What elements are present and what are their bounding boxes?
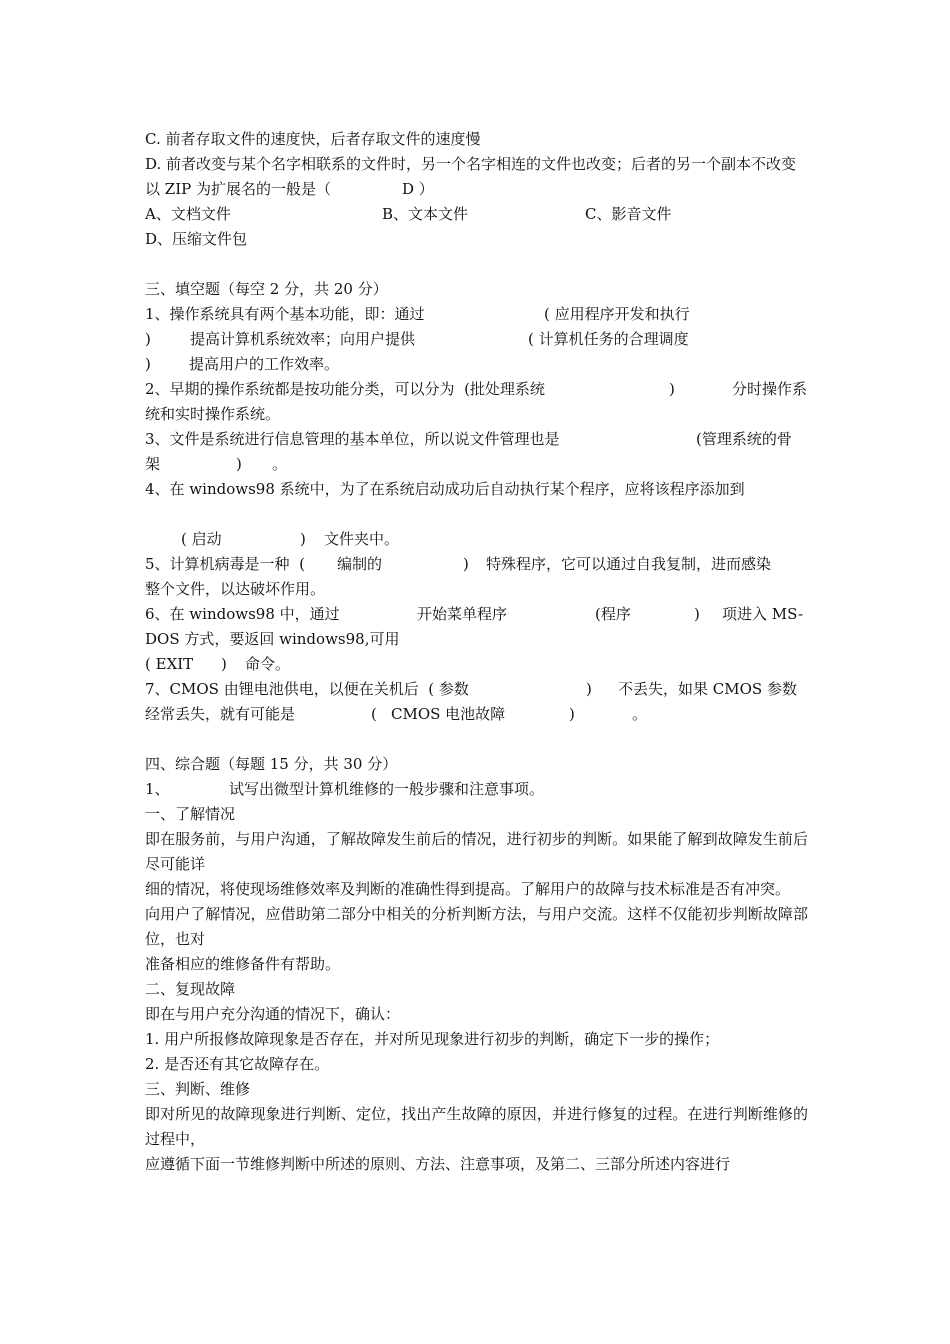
fb-q7-paren-open: ( — [371, 705, 377, 723]
fb-q3-text: 3、文件是系统进行信息管理的基本单位，所以说文件管理也是 — [145, 430, 560, 448]
fb-q6-line3 — [145, 652, 808, 677]
section-1-para-c: 向用户了解情况，应借助第二部分中相关的分析判断方法，与用户交流。这样不仅能初步判断故障部位，也对 — [145, 905, 808, 948]
fb-q6-line2: DOS 方式，要返回 windows98,可用 — [145, 630, 400, 648]
fb-q6-text2: 项进入 MS- — [722, 605, 804, 623]
fb-q5-line2: 整个文件，以达破坏作用。 — [145, 580, 326, 598]
fb-q1-paren2: ) — [145, 355, 151, 373]
fb-q6-paren2: ) — [221, 655, 227, 673]
fb-q3-period: 。 — [272, 455, 288, 473]
fb-q3-answer-end: 架 — [145, 455, 161, 473]
comprehensive-heading: 四、综合题（每题 15 分，共 30 分） — [145, 755, 398, 773]
fb-q4-line2 — [145, 527, 808, 552]
section-2-intro: 即在与用户充分沟通的情况下，确认： — [145, 1005, 401, 1023]
section-1-para-a: 即在服务前，与用户沟通，了解故障发生前后的情况，进行初步的判断。如果能了解到故障发生前后尽可能详 — [145, 830, 808, 873]
zip-question-stem: 以 ZIP 为扩展名的一般是（ — [145, 180, 331, 198]
fb-q6-text: 6、在 windows98 中，通过 — [145, 605, 340, 623]
section-2-item-1: 1. 用户所报修故障现象是否存在，并对所见现象进行初步的判断，确定下一步的操作； — [145, 1030, 720, 1048]
fb-q6-paren: ) — [694, 605, 700, 623]
fb-q2-text2: 分时操作系 — [732, 380, 808, 398]
fb-q7-period: 。 — [632, 705, 648, 723]
fb-q7-paren: ) — [586, 680, 592, 698]
fb-q6-text3: 命令。 — [245, 655, 291, 673]
fb-q4-line1: 4、在 windows98 系统中，为了在系统启动成功后自动执行某个程序，应将该程序添加到 — [145, 480, 745, 498]
option-d: D. 前者改变与某个名字相联系的文件时，另一个名字相连的文件也改变；后者的另一个副本不改变 — [145, 155, 797, 173]
fb-q6-answer1: (程序 — [595, 605, 631, 623]
fb-q2-text: 2、早期的操作系统都是按功能分类，可以分为 (批处理系统 — [145, 380, 545, 398]
fb-q7-line2 — [145, 702, 808, 727]
zip-option-b: B、文本文件 — [382, 205, 469, 223]
fill-blank-heading: 三、填空题（每空 2 分，共 20 分） — [145, 280, 388, 298]
fb-q4-text2: 文件夹中。 — [324, 530, 400, 548]
fb-q3-line1 — [145, 427, 808, 452]
fb-q3-answer: (管理系统的骨 — [696, 430, 792, 448]
section-1-para-b: 细的情况，将使现场维修效率及判断的准确性得到提高。了解用户的故障与技术标准是否有冲突。 — [145, 880, 791, 898]
fb-q6-line1 — [145, 602, 808, 627]
zip-options — [145, 202, 808, 227]
zip-option-c: C、影音文件 — [585, 205, 672, 223]
fb-q7-text2: 不丢失，如果 CMOS 参数 — [618, 680, 797, 698]
section-3-para-a: 即对所见的故障现象进行判断、定位，找出产生故障的原因，并进行修复的过程。在进行判断维修的过程中， — [145, 1105, 808, 1148]
section-2-item-2: 2. 是否还有其它故障存在。 — [145, 1055, 330, 1073]
fb-q5-text: 5、计算机病毒是一种 ( — [145, 555, 305, 573]
fb-q6-answer2: ( EXIT — [145, 655, 194, 673]
fb-q2-line2: 统和实时操作系统。 — [145, 405, 281, 423]
section-3-title: 三、判断、维修 — [145, 1080, 251, 1098]
fb-q1-line1 — [145, 302, 808, 327]
comp-q1-text: 试写出微型计算机维修的一般步骤和注意事项。 — [229, 780, 545, 798]
fb-q1-line2 — [145, 327, 808, 352]
fb-q6-text-menu: 开始菜单程序 — [417, 605, 508, 623]
zip-question-answer: D ） — [402, 180, 434, 198]
section-2-title: 二、复现故障 — [145, 980, 236, 998]
fb-q7-text: 7、CMOS 由锂电池供电，以便在关机后 ( 参数 — [145, 680, 469, 698]
fb-q1-paren: ) — [145, 330, 151, 348]
comp-q1 — [145, 777, 808, 802]
zip-option-d: D、压缩文件包 — [145, 230, 248, 248]
fb-q7-line1 — [145, 677, 808, 702]
fb-q7-paren-close: ) — [569, 705, 575, 723]
fb-q5-line1 — [145, 552, 808, 577]
document-page — [145, 127, 808, 1177]
fb-q7-answer: CMOS 电池故障 — [391, 705, 506, 723]
section-1-title: 一、了解情况 — [145, 805, 236, 823]
option-c: C. 前者存取文件的速度快，后者存取文件的速度慢 — [145, 130, 481, 148]
fb-q2-paren: ) — [669, 380, 675, 398]
fb-q7-text3: 经常丢失，就有可能是 — [145, 705, 296, 723]
section-3-para-b: 应遵循下面一节维修判断中所述的原则、方法、注意事项，及第二、三部分所述内容进行 — [145, 1155, 731, 1173]
fb-q1-text2: 提高计算机系统效率；向用户提供 — [190, 330, 416, 348]
fb-q1-answer1: ( 应用程序开发和执行 — [544, 305, 690, 323]
fb-q1-text3: 提高用户的工作效率。 — [189, 355, 340, 373]
fb-q1-text: 1、操作系统具有两个基本功能，即：通过 — [145, 305, 425, 323]
fb-q5-answer: 编制的 — [337, 555, 383, 573]
fb-q3-paren: ) — [236, 455, 242, 473]
fb-q1-line3 — [145, 352, 808, 377]
zip-option-a: A、文档文件 — [145, 205, 231, 223]
fb-q2-line1 — [145, 377, 808, 402]
fb-q1-answer2: ( 计算机任务的合理调度 — [528, 330, 689, 348]
fb-q4-paren: ) — [300, 530, 306, 548]
zip-question — [145, 177, 808, 202]
fb-q5-text2: 特殊程序，它可以通过自我复制，进而感染 — [486, 555, 772, 573]
fb-q5-paren: ) — [463, 555, 469, 573]
fb-q4-answer: ( 启动 — [181, 530, 222, 548]
comp-q1-number: 1、 — [145, 780, 170, 798]
fb-q3-line2 — [145, 452, 808, 477]
section-1-para-d: 准备相应的维修备件有帮助。 — [145, 955, 341, 973]
